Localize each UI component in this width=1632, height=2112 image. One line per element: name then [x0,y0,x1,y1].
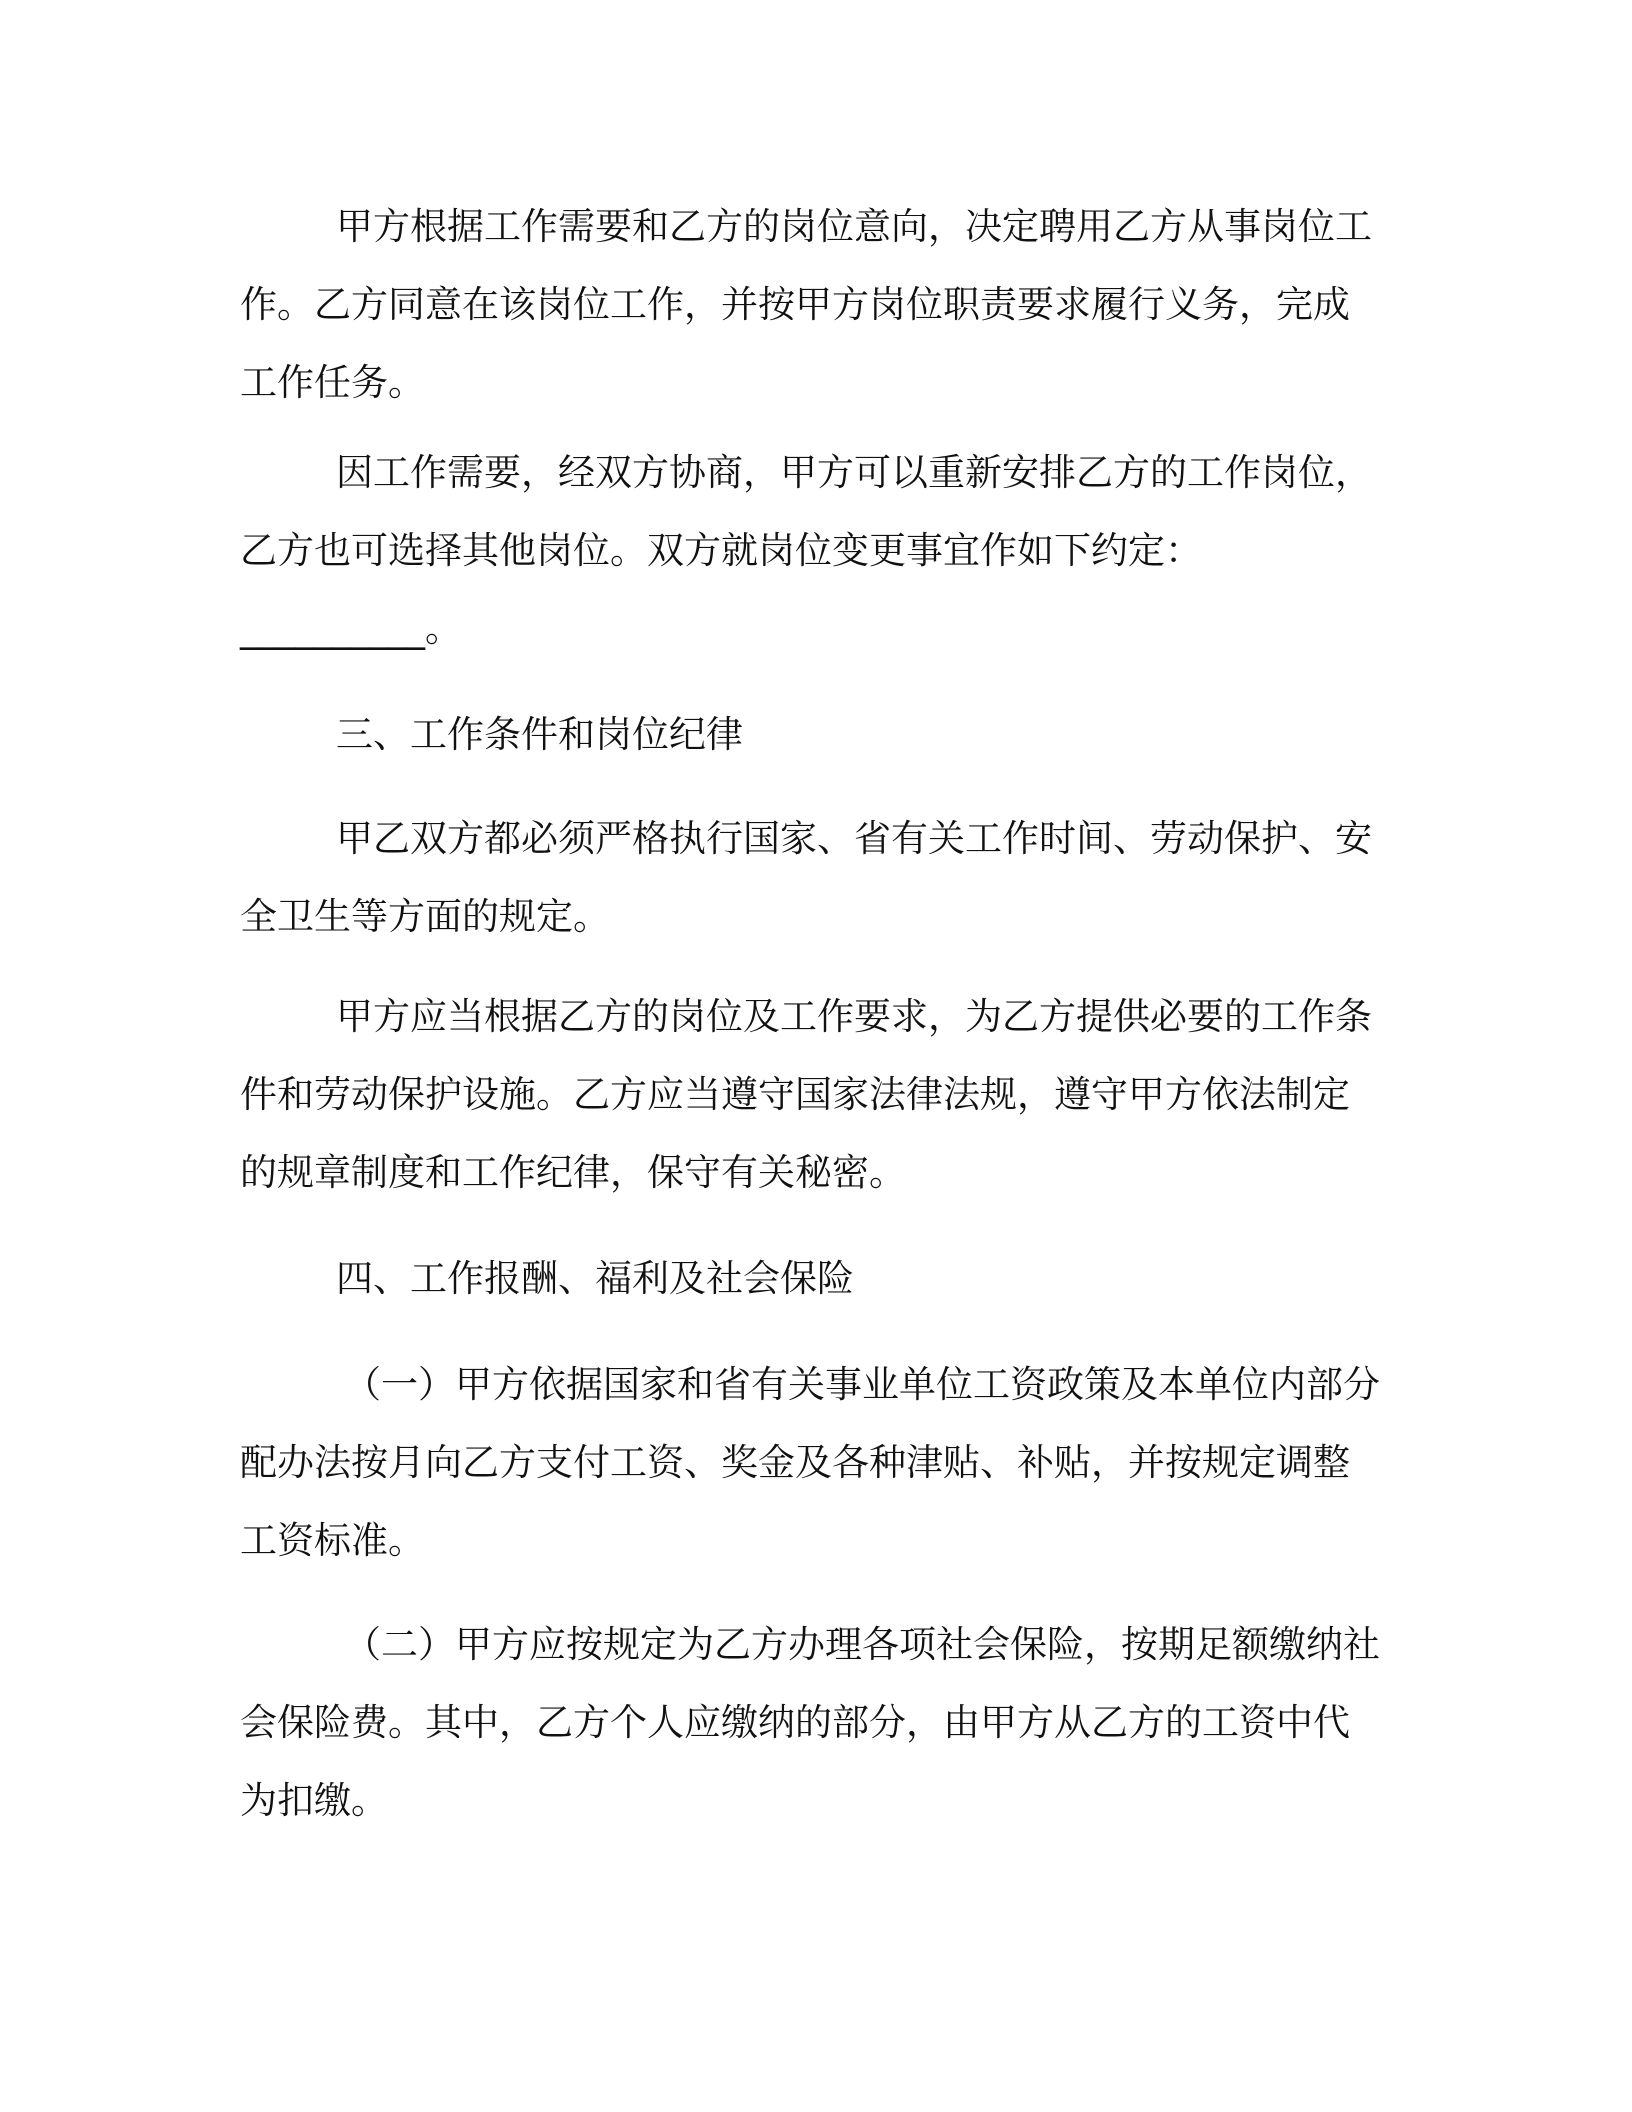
paragraph-salary [240,1346,1380,1580]
text-line: 乙方也可选择其他岗位。双方就岗位变更事宜作如下约定： [240,529,1202,572]
section-heading-compensation [240,1240,1380,1318]
text-line: 工作任务。 [240,361,425,404]
heading-text: 三、工作条件和岗位纪律 [336,713,743,756]
text-line: 配办法按月向乙方支付工资、奖金及各种津贴、补贴，并按规定调整 [240,1441,1350,1484]
text-line: （二）甲方应按规定为乙方办理各项社会保险，按期足额缴纳社 [344,1623,1380,1666]
text-line: 甲乙双方都必须严格执行国家、省有关工作时间、劳动保护、安 [336,817,1372,860]
text-line: 件和劳动保护设施。乙方应当遵守国家法律法规，遵守甲方依法制定 [240,1073,1350,1116]
text-line: 会保险费。其中，乙方个人应缴纳的部分，由甲方从乙方的工资中代 [240,1701,1350,1744]
text-line: 全卫生等方面的规定。 [240,895,610,938]
paragraph-position-assignment [240,188,1380,422]
paragraph-safety-rules [240,800,1380,956]
text-line: 的规章制度和工作纪律，保守有关秘密。 [240,1151,906,1194]
text-line: 作。乙方同意在该岗位工作，并按甲方岗位职责要求履行义务，完成 [240,283,1350,326]
paragraph-social-insurance [240,1606,1380,1840]
paragraph-work-conditions [240,978,1380,1212]
paragraph-position-change [240,434,1380,668]
heading-text: 四、工作报酬、福利及社会保险 [336,1257,854,1300]
text-line-blank: __________。 [240,607,462,650]
text-line: （一）甲方依据国家和省有关事业单位工资政策及本单位内部分 [344,1363,1380,1406]
section-heading-work-conditions [240,696,1380,774]
text-line: 为扣缴。 [240,1779,388,1822]
text-line: 工资标准。 [240,1519,425,1562]
text-line: 甲方根据工作需要和乙方的岗位意向，决定聘用乙方从事岗位工 [336,205,1372,248]
text-line: 因工作需要，经双方协商，甲方可以重新安排乙方的工作岗位， [336,451,1372,494]
text-line: 甲方应当根据乙方的岗位及工作要求，为乙方提供必要的工作条 [336,995,1372,1038]
